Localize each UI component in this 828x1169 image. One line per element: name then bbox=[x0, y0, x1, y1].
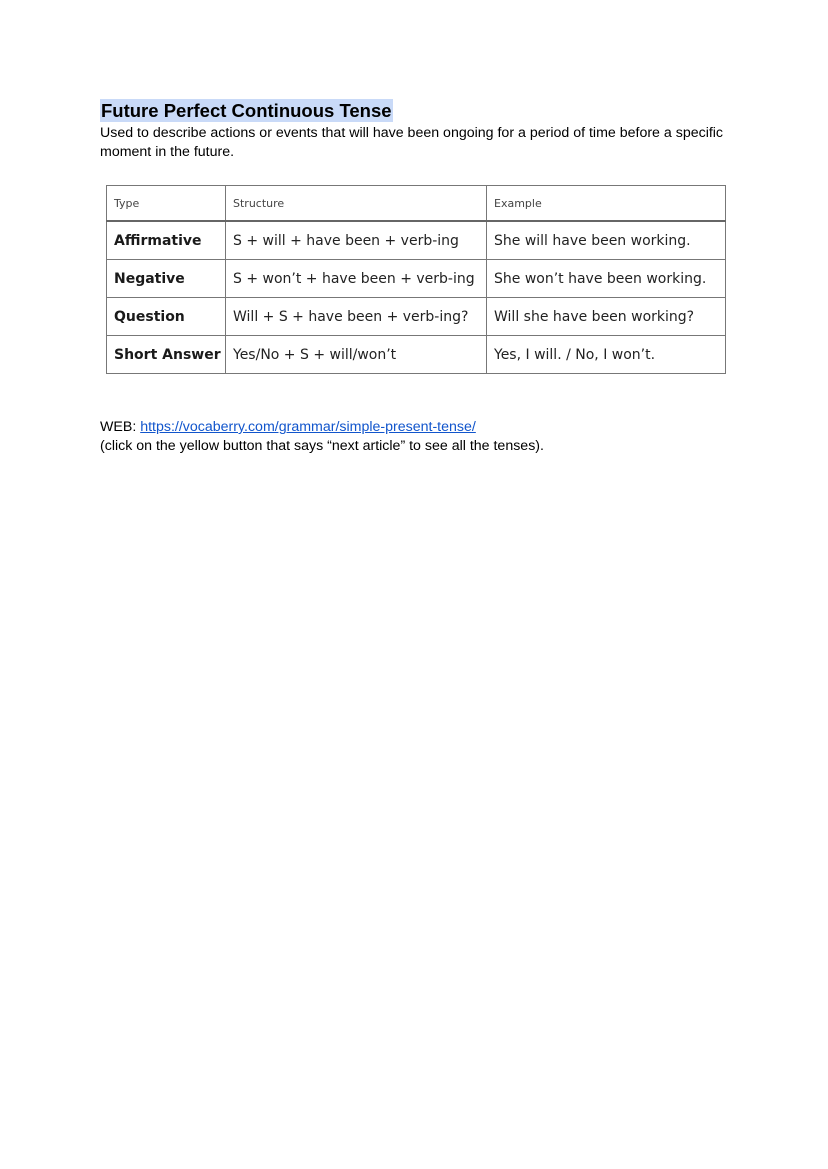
table-row bbox=[107, 298, 726, 336]
row-structure: Will + S + have been + verb-ing? bbox=[226, 298, 487, 336]
tense-table bbox=[106, 185, 726, 374]
web-link[interactable]: https://vocaberry.com/grammar/simple-present-tense/ bbox=[140, 419, 476, 435]
row-example: Will she have been working? bbox=[487, 298, 726, 336]
row-structure: S + will + have been + verb-ing bbox=[226, 221, 487, 260]
table-row bbox=[107, 260, 726, 298]
header-type: Type bbox=[107, 186, 226, 222]
document-title: Future Perfect Continuous Tense bbox=[101, 100, 392, 121]
web-line bbox=[100, 418, 476, 437]
tense-table-container bbox=[106, 185, 725, 374]
row-structure: S + won’t + have been + verb-ing bbox=[226, 260, 487, 298]
web-label: WEB: bbox=[100, 419, 141, 435]
header-example: Example bbox=[487, 186, 726, 222]
row-example: She won’t have been working. bbox=[487, 260, 726, 298]
footer-note: (click on the yellow button that says “next article” to see all the tenses). bbox=[100, 438, 544, 454]
table-header-row bbox=[107, 186, 726, 222]
document-description: Used to describe actions or events that will have been ongoing for a period of time before a specific moment in the future. bbox=[100, 125, 724, 160]
row-type: Affirmative bbox=[107, 221, 226, 260]
row-type: Question bbox=[107, 298, 226, 336]
table-row bbox=[107, 221, 726, 260]
row-structure: Yes/No + S + will/won’t bbox=[226, 336, 487, 374]
row-example: She will have been working. bbox=[487, 221, 726, 260]
table-row bbox=[107, 336, 726, 374]
row-example: Yes, I will. / No, I won’t. bbox=[487, 336, 726, 374]
header-structure: Structure bbox=[226, 186, 487, 222]
row-type: Negative bbox=[107, 260, 226, 298]
row-type: Short Answer bbox=[107, 336, 226, 374]
